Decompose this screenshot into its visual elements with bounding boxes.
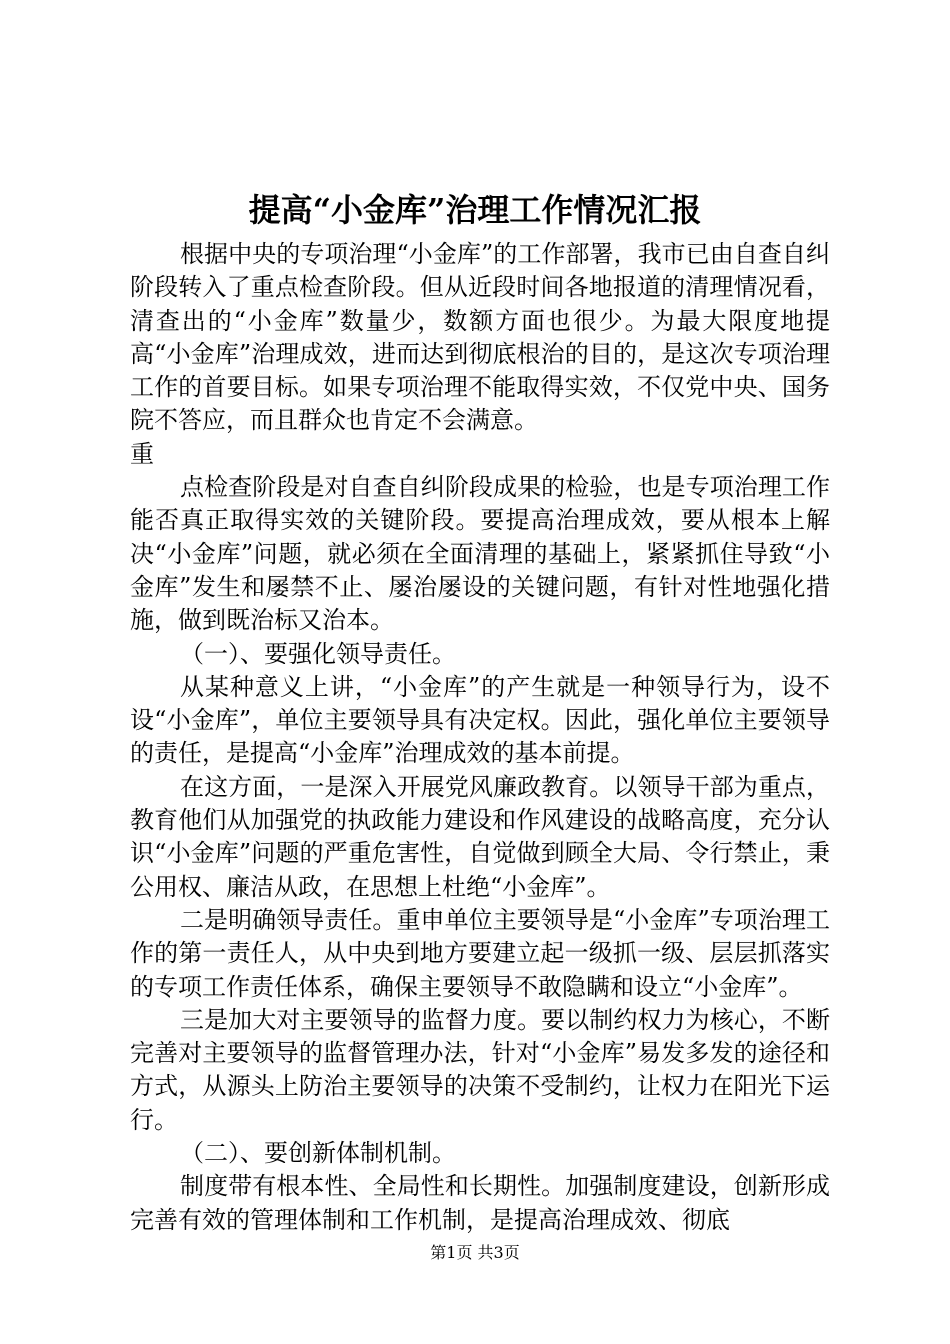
page-title: 提高“小金库”治理工作情况汇报 [248, 191, 702, 229]
paragraph-inspection-stage: 点检查阶段是对自查自纠阶段成果的检验，也是专项治理工作能否真正取得实效的关键阶段。要提高治理成效，要从根本上解决“小金库”问题，就必须在全面清理的基础上，紧紧抓住导致“小金库”发生和屡禁不止、屡治屡设的关键问题，有针对性地强化措施，做到既治标又治本。 [130, 473, 830, 635]
document-body [130, 238, 830, 1237]
paragraph-point-2: 二是明确领导责任。重申单位主要领导是“小金库”专项治理工作的第一责任人，从中央到地方要建立起一级抓一级、层层抓落实的专项工作责任体系，确保主要领导不敢隐瞒和设立“小金库”。 [130, 905, 830, 1001]
paragraph-point-3: 三是加大对主要领导的监督力度。要以制约权力为核心，不断完善对主要领导的监督管理办法，针对“小金库”易发多发的途径和方式，从源头上防治主要领导的决策不受制约，让权力在阳光下运行。 [130, 1005, 830, 1134]
paragraph-point-1: 在这方面，一是深入开展党风廉政教育。以领导干部为重点，教育他们从加强党的执政能力建设和作风建设的战略高度，充分认识“小金库”问题的严重危害性，自觉做到顾全大局、令行禁止，秉公用权、廉洁从政，在思想上杜绝“小金库”。 [130, 772, 830, 901]
page-footer: 第1页 共3页 [430, 1243, 520, 1262]
paragraph-fragment: 重 [130, 439, 154, 468]
section-heading-2: （二）、要创新体制机制。 [180, 1139, 456, 1168]
section-heading-1: （一）、要强化领导责任。 [180, 639, 456, 668]
paragraph-intro: 根据中央的专项治理“小金库”的工作部署，我市已由自查自纠阶段转入了重点检查阶段。但从近段时间各地报道的清理情况看，清查出的“小金库”数量少，数额方面也很少。为最大限度地提高“小金库”治理成效，进而达到彻底根治的目的，是这次专项治理工作的首要目标。如果专项治理不能取得实效，不仅党中央、国务院不答应，而且群众也肯定不会满意。 [130, 240, 830, 435]
paragraph-leadership: 从某种意义上讲，“小金库”的产生就是一种领导行为，设不设“小金库”，单位主要领导具有决定权。因此，强化单位主要领导的责任，是提高“小金库”治理成效的基本前提。 [130, 672, 830, 768]
paragraph-institutions: 制度带有根本性、全局性和长期性。加强制度建设，创新形成完善有效的管理体制和工作机制，是提高治理成效、彻底 [130, 1172, 830, 1234]
